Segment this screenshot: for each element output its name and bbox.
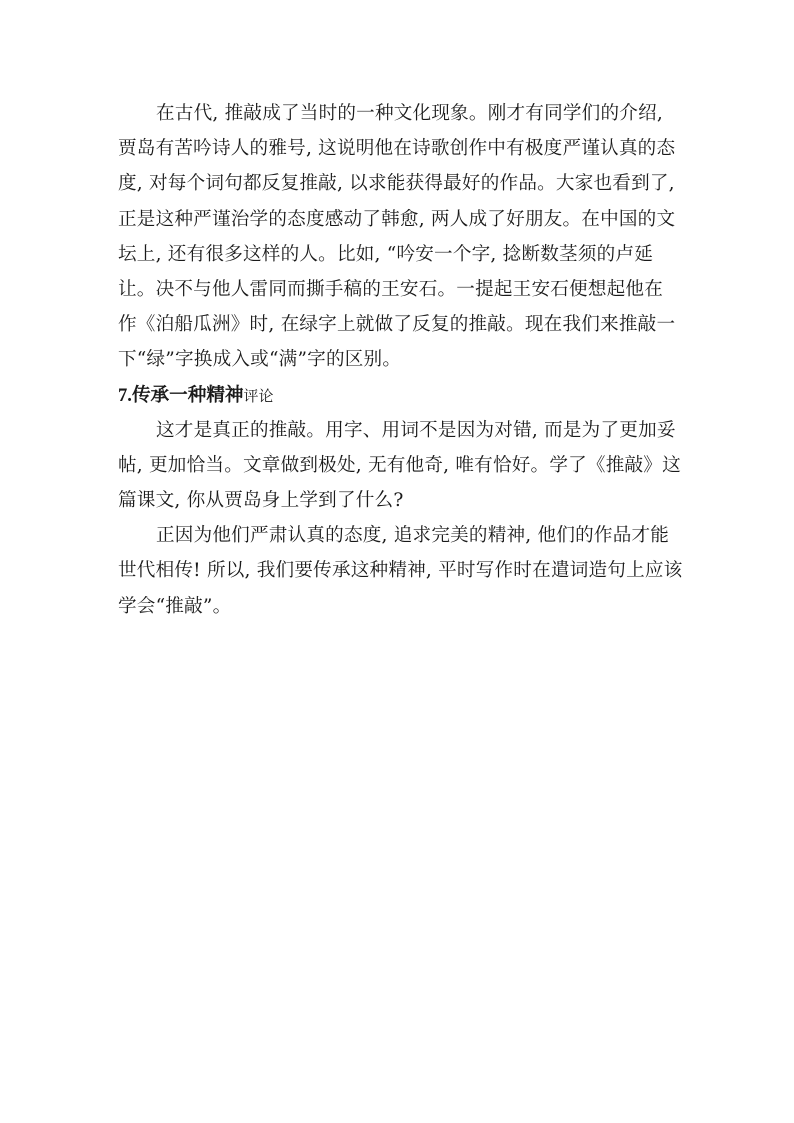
text-line: 正是这种严谨治学的态度感动了韩愈, 两人成了好朋友。在中国的文 — [118, 208, 676, 230]
document-page — [118, 96, 683, 624]
text-line: 作《泊船瓜洲》时, 在绿字上就做了反复的推敲。现在我们来推敲一 — [118, 314, 676, 336]
section-tail: 评论 — [243, 386, 274, 405]
section-number: 7. — [118, 384, 132, 406]
section-heading — [118, 378, 678, 413]
paragraph-true-refinement — [118, 413, 681, 519]
text-line: 这才是真正的推敲。用字、用词不是因为对错, 而是为了更加妥 — [156, 419, 676, 441]
paragraph-inherit-spirit — [118, 518, 683, 624]
text-line: 贾岛有苦吟诗人的雅号, 这说明他在诗歌创作中有极度严谨认真的态 — [118, 138, 676, 160]
text-line: 度, 对每个词句都反复推敲, 以求能获得最好的作品。大家也看到了, — [118, 173, 675, 195]
text-line: 学会“推敲”。 — [118, 595, 232, 617]
paragraph-culture — [118, 96, 678, 378]
text-line: 在古代, 推敲成了当时的一种文化现象。刚才有同学们的介绍, — [156, 103, 663, 124]
text-line: 篇课文, 你从贾岛身上学到了什么? — [118, 490, 404, 512]
text-line: 正因为他们严肃认真的态度, 追求完美的精神, 他们的作品才能 — [156, 525, 670, 547]
text-line: 世代相传! 所以, 我们要传承这种精神, 平时写作时在遣词造句上应该 — [118, 560, 683, 582]
text-line: 下“绿”字换成入或“满”字的区别。 — [118, 349, 402, 371]
text-line: 让。决不与他人雷同而撕手稿的王安石。一提起王安石便想起他在 — [118, 278, 664, 300]
text-line: 帖, 更加恰当。文章做到极处, 无有他奇, 唯有恰好。学了《推敲》这 — [118, 454, 681, 476]
section-title: 传承一种精神 — [131, 384, 244, 406]
text-line: 坛上, 还有很多这样的人。比如, “吟安一个字, 捻断数茎须的卢延 — [118, 243, 654, 265]
